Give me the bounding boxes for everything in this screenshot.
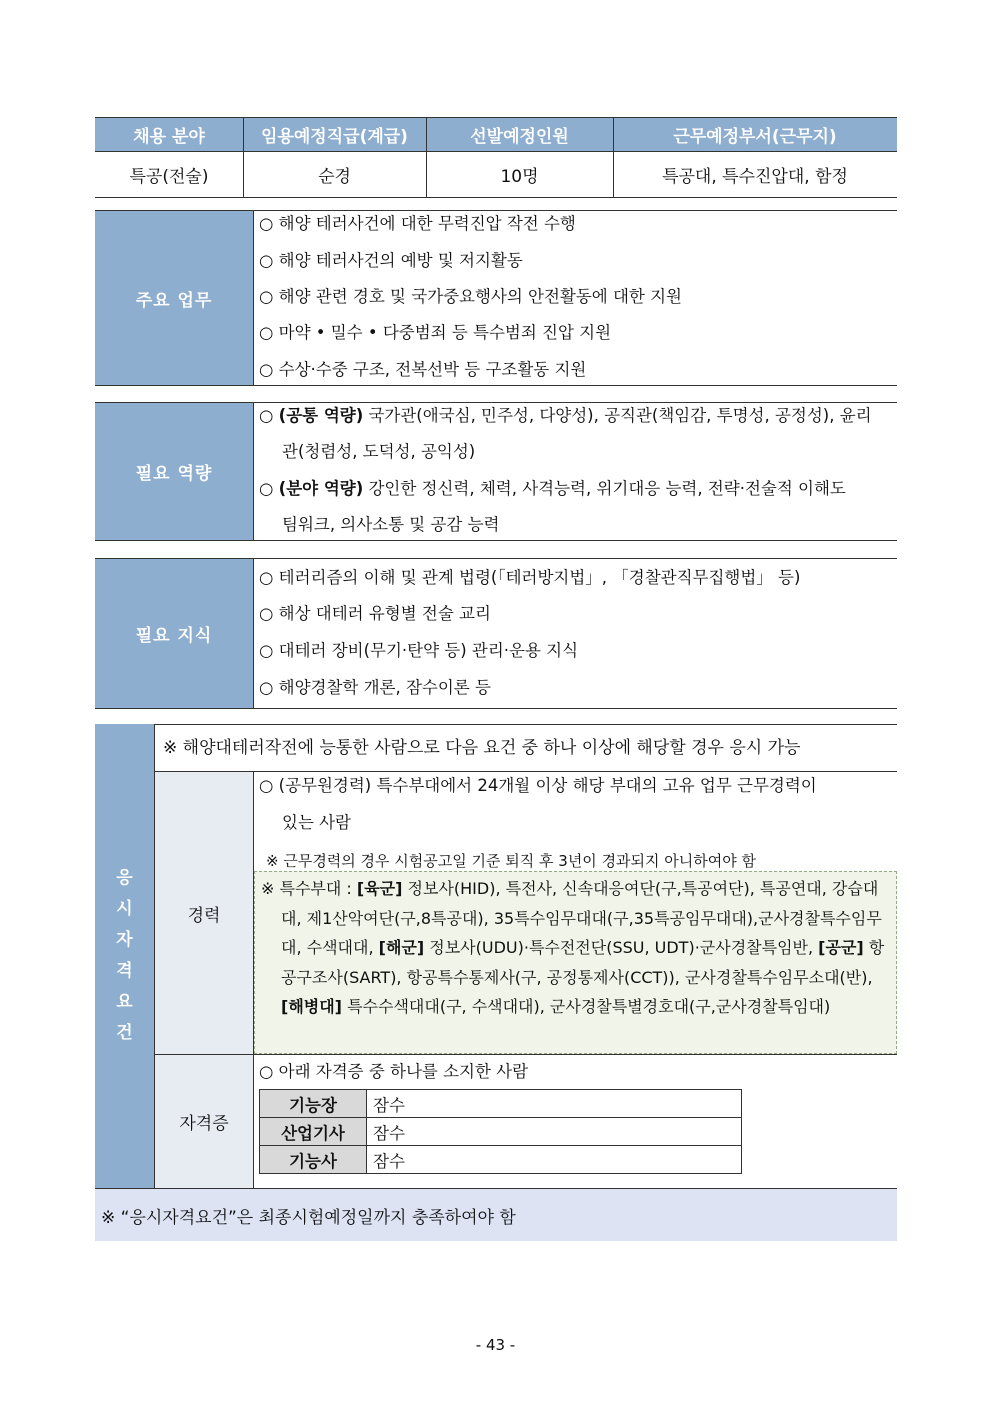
- header-col-count: 선발예정인원: [426, 118, 613, 151]
- airforce-tag: [공군]: [818, 938, 864, 957]
- eligibility-label-char: 격: [116, 961, 133, 981]
- table-row: [260, 1118, 742, 1146]
- navy-units: 정보사(UDU)·특수전전단(SSU, UDT)·군사경찰특임반,: [424, 938, 819, 957]
- value-department: 특공대, 특수진압대, 함정: [662, 166, 848, 187]
- common-competency-continued: 관(청렴성, 도덕성, 공익성): [282, 442, 476, 461]
- cert-table: [259, 1089, 742, 1174]
- career-label: 경력: [187, 905, 221, 926]
- navy-tag: [해군]: [378, 938, 425, 957]
- army-units: 정보사(HID), 특전사, 신속대응여단(구,특공여단), 특공연대, 강습대대, 제1산악여단(구,8특공대), 35특수임무대대(구,35특공임무대대),군사경찰특수임무대, 수색대대,: [281, 879, 882, 957]
- value-field: 특공(전술): [129, 166, 209, 187]
- knowledge-item: ○ 해양경찰학 개론, 잠수이론 등: [259, 678, 491, 697]
- career-note: ※ 근무경력의 경우 시험공고일 기준 퇴직 후 3년이 경과되지 아니하여야 함: [266, 852, 757, 870]
- special-units-prefix: ※ 특수부대 :: [261, 879, 357, 898]
- cert-level: 산업기사: [260, 1118, 367, 1146]
- footnote-text: ※ “응시자격요건”은 최종시험예정일까지 충족하여야 함: [101, 1207, 516, 1228]
- duty-item: ○ 마약 • 밀수 • 다중범죄 등 특수범죄 진압 지원: [259, 323, 612, 342]
- bullet: ○: [259, 406, 279, 425]
- page-number: - 43 -: [475, 1336, 516, 1354]
- cert-name: 잠수: [367, 1146, 742, 1174]
- field-competency-text: 강인한 정신력, 체력, 사격능력, 위기대응 능력, 전략·전술적 이해도: [363, 479, 846, 498]
- cert-name: 잠수: [367, 1118, 742, 1146]
- eligibility-label-char: 요: [116, 992, 133, 1012]
- value-rank: 순경: [318, 166, 351, 187]
- career-requirement-continued: 있는 사람: [282, 813, 352, 832]
- field-competency-line: [259, 481, 846, 498]
- duty-item: ○ 해양 테러사건의 예방 및 저지활동: [259, 251, 523, 270]
- knowledge-label: 필요 지식: [95, 559, 253, 708]
- cert-name: 잠수: [367, 1090, 742, 1118]
- duty-item: ○ 해양 관련 경호 및 국가중요행사의 안전활동에 대한 지원: [259, 287, 682, 306]
- header-col-field: 채용 분야: [95, 118, 243, 151]
- header-col-rank: 임용예정직급(계급): [243, 118, 426, 151]
- knowledge-item: ○ 해상 대테러 유형별 전술 교리: [259, 604, 491, 623]
- army-tag: [육군]: [356, 879, 403, 898]
- airforce-units: 항공구조사(SART), 항공특수통제사(구, 공정통제사(CCT)), 군사경찰특수임무소대(반),: [281, 938, 885, 987]
- competencies-label: 필요 역량: [95, 403, 253, 540]
- marine-units: 특수수색대대(구, 수색대대), 군사경찰특별경호대(구,군사경찰특임대): [342, 997, 831, 1016]
- cert-level: 기능사: [260, 1146, 367, 1174]
- knowledge-item: ○ 대테러 장비(무기·탄약 등) 관리·운용 지식: [259, 641, 579, 660]
- bullet: ○: [259, 479, 279, 498]
- knowledge-item: ○ 테러리즘의 이해 및 관계 법령(「테러방지법」, 「경찰관직무집행법」 등): [259, 568, 801, 587]
- eligibility-label-char: 건: [116, 1023, 133, 1043]
- duty-item: ○ 수상·수중 구조, 전복선박 등 구조활동 지원: [259, 360, 587, 379]
- field-competency-continued: 팀워크, 의사소통 및 공감 능력: [282, 515, 500, 534]
- eligibility-label-char: 시: [116, 899, 133, 919]
- duty-item: ○ 해양 테러사건에 대한 무력진압 작전 수행: [259, 214, 576, 233]
- eligibility-label-char: 자: [116, 930, 133, 950]
- common-competency-tag: (공통 역량): [278, 406, 364, 425]
- career-requirement: ○ (공무원경력) 특수부대에서 24개월 이상 해당 부대의 고유 업무 근무경력이: [259, 776, 817, 795]
- table-row: [260, 1090, 742, 1118]
- field-competency-tag: (분야 역량): [278, 479, 364, 498]
- special-units-text: [261, 874, 890, 1022]
- header-col-department: 근무예정부서(근무지): [613, 118, 897, 151]
- marine-tag: [해병대]: [281, 997, 342, 1016]
- common-competency-line: [259, 408, 872, 425]
- eligibility-footnote: [95, 1189, 897, 1241]
- special-units-note: [254, 871, 897, 1054]
- table-row: [260, 1146, 742, 1174]
- cert-intro: ○ 아래 자격증 중 하나를 소지한 사람: [259, 1062, 529, 1081]
- cert-label: 자격증: [179, 1114, 229, 1134]
- eligibility-intro: ※ 해양대테러작전에 능통한 사람으로 다음 요건 중 하나 이상에 해당할 경우 응시 가능: [163, 738, 801, 758]
- cert-level: 기능장: [260, 1090, 367, 1118]
- eligibility-label: [95, 724, 154, 1188]
- duties-label: 주요 업무: [95, 211, 253, 385]
- common-competency-text: 국가관(애국심, 민주성, 다양성), 공직관(책임감, 투명성, 공정성), 윤리: [363, 406, 872, 425]
- value-count: 10명: [500, 166, 539, 187]
- eligibility-label-char: 응: [116, 868, 133, 888]
